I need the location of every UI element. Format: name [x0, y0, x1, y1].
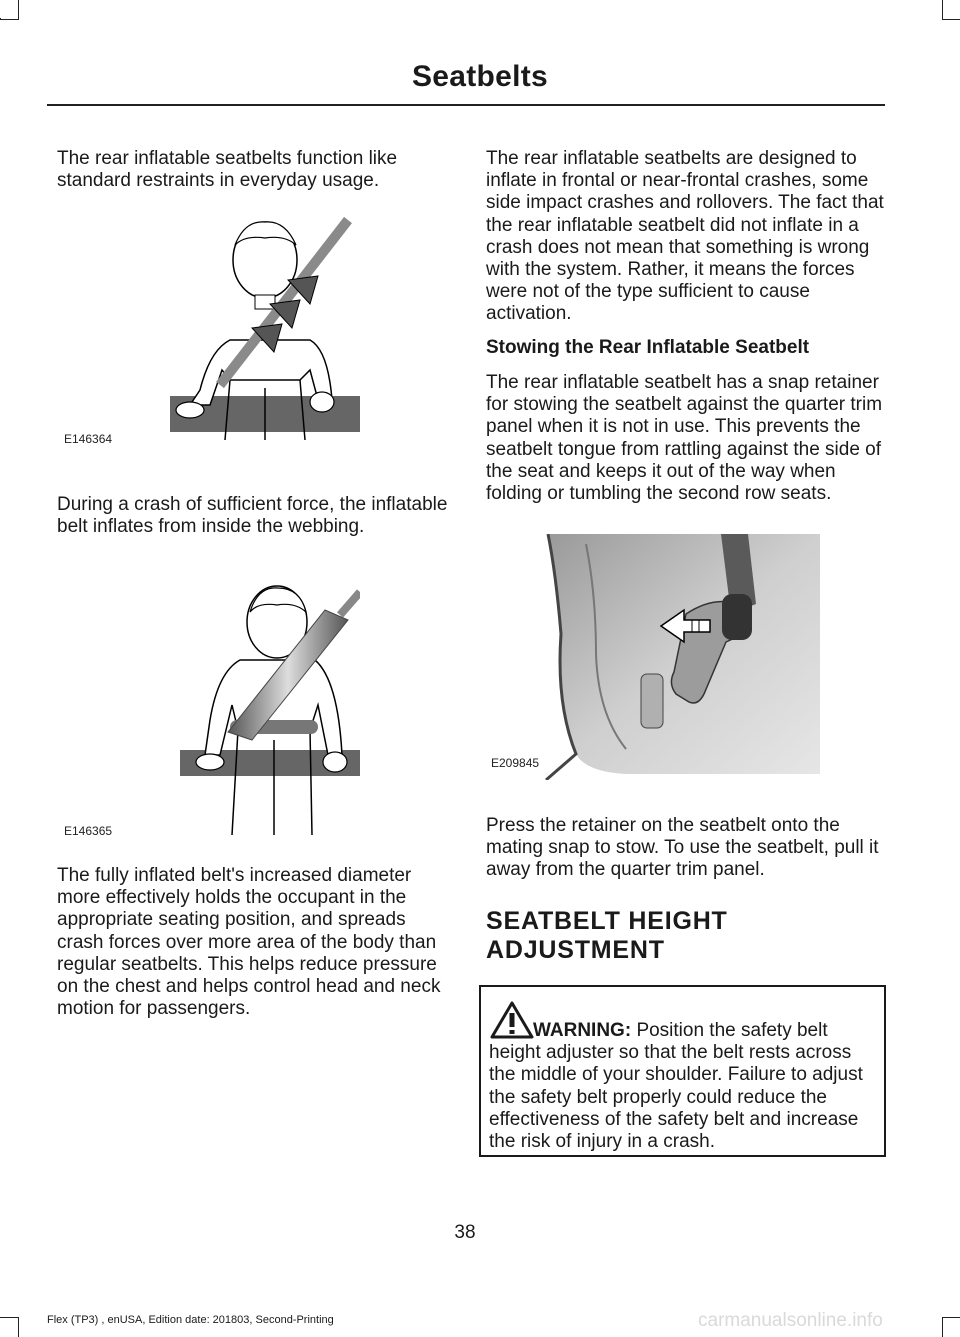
right-para-1: The rear inflatable seatbelts are designed to inflate in frontal or near-frontal crashes, some side impact crashes and rollovers. The fact that the rear inflatable seatbelt did not inflate in a crash does not mean that something is wrong with the system. Rather, it means the forces were not of the type sufficient to cause activation.	[486, 148, 884, 325]
page-number: 38	[454, 1222, 476, 1243]
crop-mark	[0, 1317, 18, 1318]
page-title: Seatbelts	[411, 60, 549, 93]
figure-child-inflated-belt	[60, 580, 360, 838]
mating-snap-shape	[641, 674, 663, 728]
header-rule	[47, 104, 885, 106]
figure-snap-retainer	[486, 534, 820, 780]
snap-retainer-shape	[722, 594, 752, 640]
right-para-2: The rear inflatable seatbelt has a snap retainer for stowing the seatbelt against the quarter trim panel when it is not in use. This prevents the seatbelt tongue from rattling against the side of the seat and keeps it out of the way when folding or tumbling the second row seats.	[486, 372, 883, 505]
figure-code: E209845	[491, 756, 540, 770]
watermark: carmanualsonline.info	[698, 1310, 883, 1331]
child-left-hand-shape	[176, 402, 204, 418]
section-heading-line-2: ADJUSTMENT	[486, 936, 665, 964]
child-right-hand-shape	[323, 752, 347, 772]
child-body-shape	[190, 340, 332, 405]
crop-mark	[0, 19, 18, 20]
crop-mark	[18, 1317, 19, 1337]
warning-label: WARNING:	[533, 1020, 632, 1041]
crop-mark	[18, 0, 19, 20]
subheading: Stowing the Rear Inflatable Seatbelt	[486, 337, 810, 358]
warning-box	[479, 985, 886, 1157]
right-para-3: Press the retainer on the seatbelt onto the mating snap to stow. To use the seatbelt, pull it away from the quarter trim panel.	[486, 815, 879, 881]
warning-icon	[490, 1001, 534, 1039]
crop-mark	[942, 1317, 943, 1337]
figure-child-normal-belt	[60, 200, 360, 450]
left-para-1: The rear inflatable seatbelts function like standard restraints in everyday usage.	[57, 148, 398, 192]
footer-doc-info: Flex (TP3) , enUSA, Edition date: 201803, Second-Printing	[47, 1314, 334, 1326]
crop-mark	[943, 19, 960, 20]
section-heading-line-1: SEATBELT HEIGHT	[486, 907, 728, 935]
warning-text: Position the safety belt height adjuster so that the belt rests across the middle of your shoulder. Failure to adjust the safety belt properly could reduce the effectiveness of the safety belt and increase the risk of injury in a crash.	[489, 1020, 863, 1153]
child-legs-shape	[232, 730, 312, 835]
child-right-hand-shape	[310, 392, 334, 412]
crop-mark	[943, 1317, 960, 1318]
figure-code: E146365	[64, 824, 113, 838]
left-para-2: During a crash of sufficient force, the inflatable belt inflates from inside the webbing.	[57, 494, 448, 538]
crop-mark	[942, 0, 943, 20]
child-left-hand-shape	[196, 754, 224, 770]
figure-code: E146364	[64, 432, 113, 446]
left-para-3: The fully inflated belt's increased diameter more effectively holds the occupant in the appropriate seating position, and spreads crash forces over more area of the body than regular seatbelts. This helps reduce pressure on the chest and helps control head and neck motion for passengers.	[57, 865, 441, 1020]
seatbelt-shape	[340, 592, 360, 615]
